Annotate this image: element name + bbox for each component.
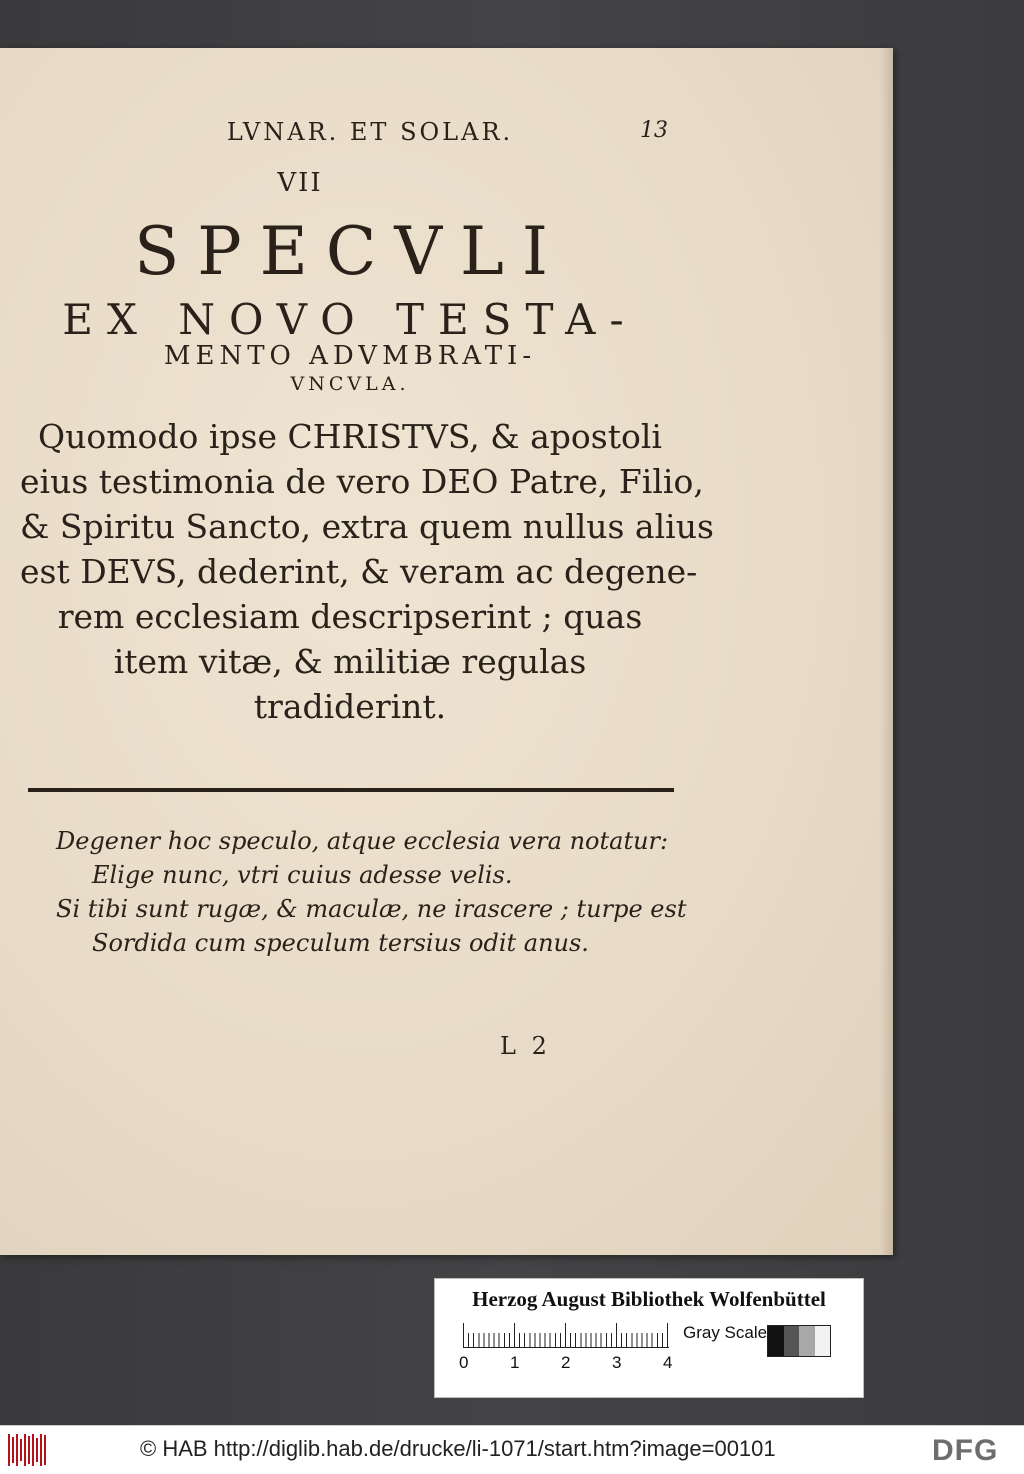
hab-logo-icon bbox=[8, 1434, 50, 1466]
ruler-label: 2 bbox=[561, 1353, 571, 1372]
title-line-4: VNCVLA. bbox=[290, 373, 410, 395]
body-line: rem ecclesiam descripserint ; quas bbox=[57, 597, 643, 636]
running-head: LVNAR. ET SOLAR. bbox=[226, 118, 514, 146]
title-line-3: MENTO ADVMBRATI- bbox=[163, 341, 537, 371]
body-line: est DEVS, dederint, & veram ac degene- bbox=[20, 552, 698, 591]
body-paragraph bbox=[20, 414, 714, 729]
gray-swatch bbox=[768, 1326, 784, 1356]
body-line: & Spiritu Sancto, extra quem nullus alius bbox=[20, 507, 714, 546]
verse-line: Elige nunc, vtri cuius adesse velis. bbox=[92, 861, 513, 889]
title-main: SPECVLI bbox=[134, 213, 566, 290]
page-number: 13 bbox=[640, 118, 668, 143]
dfg-logo: DFG bbox=[932, 1434, 999, 1467]
ruler bbox=[463, 1323, 669, 1348]
ruler-label: 1 bbox=[510, 1353, 520, 1372]
verse-line: Degener hoc speculo, atque ecclesia vera notatur: bbox=[56, 827, 669, 855]
page-edge bbox=[880, 48, 893, 1255]
verse-block bbox=[56, 824, 687, 960]
gray-swatch bbox=[784, 1326, 800, 1356]
gray-scale-swatches bbox=[767, 1325, 831, 1357]
body-line: tradiderint. bbox=[253, 687, 447, 726]
verse-line: Sordida cum speculum tersius odit anus. bbox=[92, 929, 589, 957]
body-line: eius testimonia de vero DEO Patre, Filio, bbox=[20, 462, 704, 501]
signature-mark: L 2 bbox=[500, 1032, 551, 1060]
body-line: Quomodo ipse CHRISTVS, & apostoli bbox=[38, 417, 662, 456]
ruler-label: 4 bbox=[663, 1353, 673, 1372]
color-chart-card bbox=[434, 1278, 864, 1398]
gray-swatch bbox=[799, 1326, 815, 1356]
chapter-number: VII bbox=[277, 168, 323, 198]
ruler-label: 3 bbox=[612, 1353, 622, 1372]
title-line-2: EX NOVO TESTA- bbox=[62, 295, 638, 344]
ruler-label: 0 bbox=[459, 1353, 469, 1372]
horizontal-rule bbox=[28, 788, 674, 792]
gray-scale-label: Gray Scale bbox=[683, 1323, 768, 1342]
footer-bar bbox=[0, 1425, 1024, 1474]
library-name: Herzog August Bibliothek Wolfenbüttel bbox=[472, 1287, 826, 1311]
body-line: item vitæ, & militiæ regulas bbox=[113, 642, 587, 681]
gray-swatch bbox=[815, 1326, 831, 1356]
ruler-labels bbox=[457, 1353, 687, 1375]
verse-line: Si tibi sunt rugæ, & maculæ, ne irascere ; turpe est bbox=[56, 895, 687, 923]
copyright-link[interactable]: © HAB http://diglib.hab.de/drucke/li-1071/start.htm?image=00101 bbox=[140, 1436, 776, 1461]
